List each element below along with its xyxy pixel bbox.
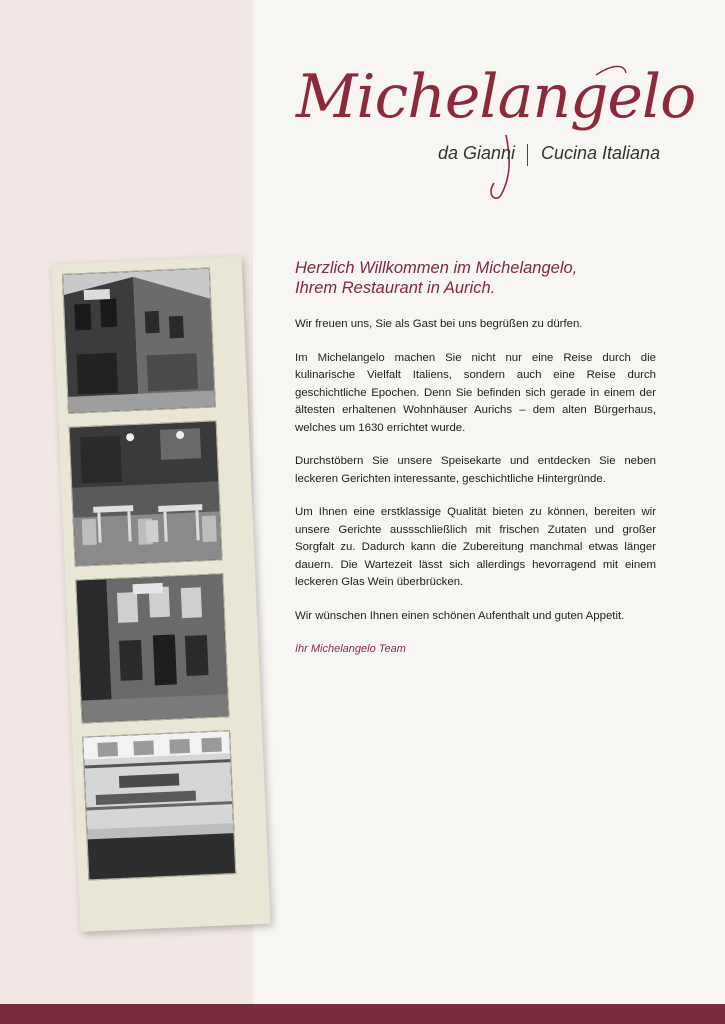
- paragraph-menu: Durchstöbern Sie unsere Speisekarte und entdecken Sie neben leckeren Gerichten interessante, geschichtliche Hintergründe.: [295, 455, 656, 485]
- brand-subtitle-da-gianni: da Gianni: [438, 143, 516, 163]
- welcome-heading: [295, 258, 675, 298]
- bar-shelves-image: [83, 731, 235, 879]
- brand-subtitle-cucina: Cucina Italiana: [541, 143, 661, 163]
- photo-building: [75, 573, 229, 723]
- welcome-text: [295, 316, 656, 659]
- photo-filmstrip: [52, 256, 271, 932]
- photo-bar-shelves: [82, 730, 236, 880]
- brand-name: Michelangelo: [296, 62, 696, 132]
- paragraph-history: Im Michelangelo machen Sie nicht nur eine Reise durch die kulinarische Vielfalt Italiens, sondern auch eine Reise durch geschichtliche Epochen. Denn Sie befinden sich gerade in einem der ältesten erhaltenen Wohnhäuser Aurichs – dem alten Bürgerhaus, welches um 1630 errichtet wurde.: [295, 351, 656, 434]
- welcome-line-1: Herzlich Willkommen im Michelangelo,: [295, 259, 578, 277]
- paragraph-greeting: Wir freuen uns, Sie als Gast bei uns begrüßen zu dürfen.: [295, 318, 583, 330]
- dining-room-image: [70, 421, 222, 565]
- bottom-bar: [0, 1004, 725, 1024]
- paragraph-quality: Um Ihnen eine erstklassige Qualität bieten zu können, bereiten wir unsere Gerichte aussschließlich mit frischen Zutaten und großer Sorgfalt zu. Dadurch kann die Zubereitung manchmal etwas länger dauern. Die Wartezeit lässt sich allerdings hevorragend mit einem leckeren Glas Wein überbrücken.: [295, 506, 656, 588]
- logo-divider: [527, 144, 528, 166]
- signature: Ihr Michelangelo Team: [295, 643, 406, 655]
- welcome-line-2: Ihrem Restaurant in Aurich.: [295, 279, 496, 297]
- paragraph-closing: Wir wünschen Ihnen einen schönen Aufenthalt und guten Appetit.: [295, 609, 625, 622]
- photo-dining-room: [69, 420, 223, 566]
- building-image: [76, 574, 228, 722]
- street-facade-image: [63, 269, 215, 413]
- photo-street-facade: [62, 268, 216, 414]
